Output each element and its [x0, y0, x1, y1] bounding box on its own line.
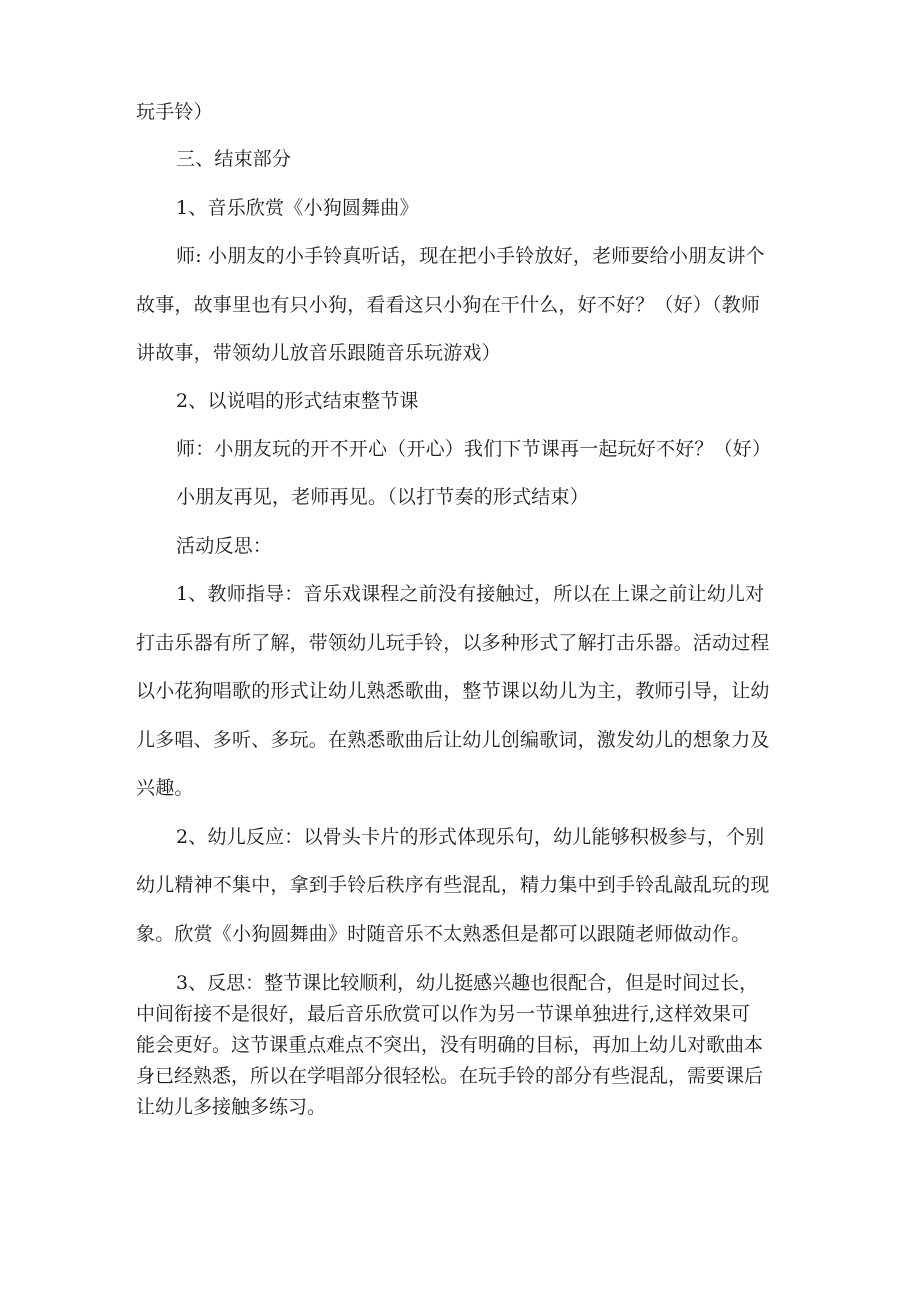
text-line: 师：小朋友玩的开不开心（开心）我们下节课再一起玩好不好？（好） [176, 438, 772, 460]
section-heading: 三、结束部分 [176, 148, 292, 170]
text-line: 2、幼儿反应：以骨头卡片的形式体现乐句，幼儿能够积极参与，个别 [176, 826, 765, 848]
text-line: 1、教师指导：音乐戏课程之前没有接触过，所以在上课之前让幼儿对 [176, 583, 765, 605]
text-line: 象。欣赏《小狗圆舞曲》时随音乐不太熟悉但是都可以跟随老师做动作。 [136, 923, 751, 945]
text-line: 打击乐器有所了解，带领幼儿玩手铃，以多种形式了解打击乐器。活动过程 [136, 632, 770, 654]
text-line: 玩手铃） [136, 101, 213, 123]
text-line: 小朋友再见，老师再见。（以打节奏的形式结束） [176, 486, 589, 508]
text-line: 兴趣。 [136, 777, 194, 799]
text-line: 师: 小朋友的小手铃真听话，现在把小手铃放好，老师要给小朋友讲个 [176, 245, 765, 267]
text-line: 3、反思：整节课比较顺利，幼儿挺感兴趣也很配合，但是时间过长， [176, 972, 759, 994]
subheading: 2、以说唱的形式结束整节课 [176, 390, 419, 412]
text-line: 以小花狗唱歌的形式让幼儿熟悉歌曲，整节课以幼儿为主，教师引导，让幼 [136, 680, 770, 702]
text-line: 身已经熟悉，所以在学唱部分很轻松。在玩手铃的部分有些混乱，需要课后 [136, 1065, 764, 1087]
subheading: 1、音乐欣赏《小狗圆舞曲》 [176, 197, 419, 219]
section-heading: 活动反思： [176, 535, 273, 557]
text-line: 让幼儿多接触多练习。 [136, 1096, 327, 1118]
text-line: 能会更好。这节课重点难点不突出，没有明确的目标，再加上幼儿对歌曲本 [136, 1034, 764, 1056]
text-line: 讲故事，带领幼儿放音乐跟随音乐玩游戏） [136, 342, 501, 364]
text-line: 幼儿精神不集中，拿到手铃后秩序有些混乱，精力集中到手铃乱敲乱玩的现 [136, 874, 770, 896]
text-line: 故事，故事里也有只小狗，看看这只小狗在干什么，好不好？（好）（教师 [136, 294, 761, 316]
text-line: 中间衔接不是很好，最后音乐欣赏可以作为另一节课单独进行,这样效果可 [136, 1003, 751, 1025]
text-line: 儿多唱、多听、多玩。在熟悉歌曲后让幼儿创编歌词，激发幼儿的想象力及 [136, 729, 770, 751]
